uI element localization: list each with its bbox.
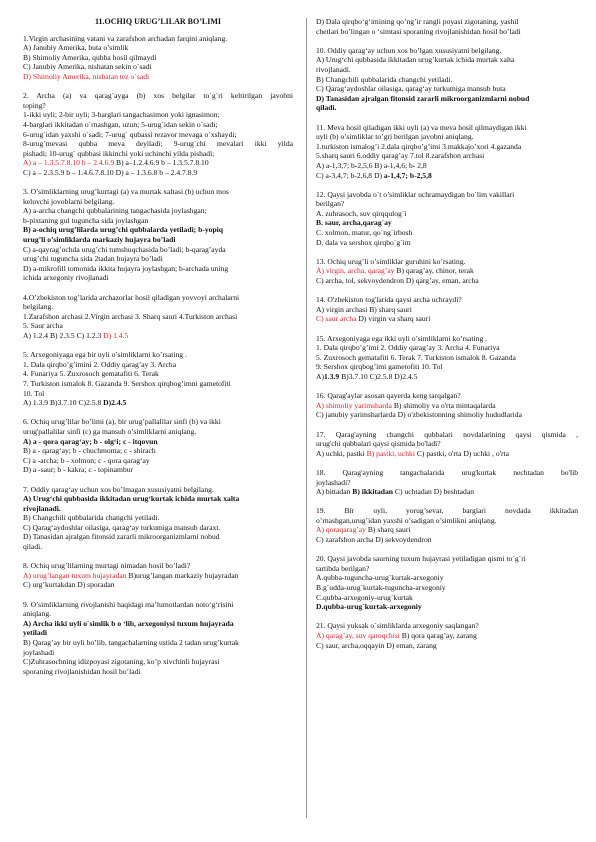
question-line	[316, 593, 578, 603]
question-block	[316, 391, 578, 420]
text-segment: A) Urug‘chi qubbasida ikkitadan urug’kurtak ichida murtak xalta	[316, 55, 515, 65]
question-block	[23, 417, 293, 475]
question-block	[316, 554, 578, 612]
question-line	[316, 142, 578, 152]
text-segment: berilgan?	[316, 199, 345, 209]
question-line	[316, 209, 578, 219]
question-line	[316, 391, 578, 401]
text-segment: C) archa, tol, sekvoydendron D) qarg’ay, eman, archa	[316, 276, 479, 286]
text-segment: 19. Bir uyli, yorug’sevar, barglari novdada ikkitadan	[316, 506, 578, 516]
question-line	[23, 571, 293, 581]
text-segment: chetlari bo’lingan o ‘simtasi sporaning rivojlanishidan hosil bo’ladi	[316, 26, 521, 36]
text-segment: D) Dala qirqbo‘g‘imining qo’ng’ir rangli poyasi zigotaning, yashil	[316, 17, 519, 26]
text-segment: sporaning rivojlanishidan hosil bo’ladi	[23, 666, 141, 676]
question-block	[316, 295, 578, 324]
highlighted-answer: D) Shimoliy Amerika, nisbatan tez o`sadi	[23, 71, 150, 81]
text-segment: A) bittadan	[316, 487, 353, 497]
question-line	[316, 27, 578, 37]
text-segment: B.g`udda-urug`kurtak-tuguncha-arxegoniy	[316, 583, 446, 593]
text-segment: 9. Sershox qirqbog’imi gametofiti 10. Tol	[316, 362, 443, 372]
text-segment: B)3.7.10 C)2.5.8 D)2.4.5	[339, 371, 418, 381]
bold-answer: a-1,4,7; b-2,5,8	[383, 170, 432, 180]
highlighted-answer: D) 1.4.5	[103, 331, 129, 340]
question-line	[316, 103, 578, 113]
text-segment: tartibda berilgan?	[316, 563, 370, 573]
bold-answer: A) Urug‘chi qubbasida ikkitadan urug‘kurtak ichida murtak xalta	[23, 494, 240, 504]
question-line	[23, 657, 293, 667]
text-segment: C. xolmon, matur, qo`ng`irbosh	[316, 228, 413, 238]
text-segment: ichida arxegoniy rivojlanadi	[23, 273, 109, 283]
question-line	[316, 84, 578, 94]
document-title: 11.OCHIQ URUG’LILAR BO’LIMI	[94, 17, 221, 26]
question-line	[23, 197, 293, 207]
text-segment: 5.sharq sauri 6.oddiy qarag’ay 7.tol 8.zarafshon archasi	[316, 151, 485, 161]
text-segment: A) 1.3.9 B)3.7.10 C)2.5.8	[23, 398, 104, 408]
question-line	[316, 305, 578, 315]
question-block	[23, 293, 293, 341]
question-block	[316, 468, 578, 497]
question-line	[316, 468, 578, 478]
text-segment: 13. Ochiq urug’li o’simliklar guruhini ko’rsating.	[316, 256, 466, 266]
text-segment: A) virgin archasi B) sharq sauri	[316, 304, 412, 314]
text-segment: B) Shimoliy Amerika, qubba hosil qilmaydi	[23, 52, 157, 62]
question-line	[316, 410, 578, 420]
text-segment: urug'pallalilar sinfi (c) ga mansub o’simliklarni aniqlang.	[23, 426, 197, 436]
text-segment: 1. Dala qirqbo’g’imi 2. Oddiy qarag’ay 3. Archa 4. Funariya	[316, 343, 500, 353]
bold-answer: B) a-ochiq urug’lilarda urug’chi qubbalarda yetiladi; b-yopiq	[23, 225, 224, 235]
question-line	[316, 218, 578, 228]
column-divider	[306, 18, 307, 818]
bold-answer: 1.3.9	[324, 371, 340, 381]
text-segment: 1.Zarafshon archasi 2.Virgin archasi 3. Sharq sauri 4.Turkiston archasi	[23, 311, 238, 321]
question-line	[23, 379, 293, 389]
question-line	[23, 619, 293, 629]
question-line	[23, 437, 293, 447]
question-block	[316, 123, 578, 181]
question-line	[316, 46, 578, 56]
question-line	[23, 532, 293, 542]
question-line	[23, 523, 293, 533]
text-segment: 1.turkiston ismalog’i 2.dala qirqbo’g’imi 3.makkajo’xori 4.gazanda	[316, 141, 522, 151]
question-line	[316, 602, 578, 612]
text-segment: D) Tanasidan ajralgan fitonsid zararli mikroorganizmlarni nobud	[23, 532, 220, 542]
text-segment: B) Changchili qubbalarida changchi yetiladi.	[316, 74, 453, 84]
text-segment: 1. Dala qirqbo’g’imini 2. Oddiy qarag’ay 3. Archa	[23, 359, 177, 369]
question-block	[316, 430, 578, 459]
text-segment: 6. Ochiq urug’lilar bo’limi (a), bir urug’pallalilar sinfi (b) va ikki	[23, 417, 221, 427]
question-line	[316, 564, 578, 574]
question-line	[23, 648, 293, 658]
question-block	[316, 257, 578, 286]
question-line	[23, 561, 293, 571]
question-line	[23, 120, 293, 130]
question-line	[23, 350, 293, 360]
question-line	[23, 542, 293, 552]
question-line	[23, 101, 293, 111]
bold-answer: B. saur, archa,qarag`ay	[316, 218, 392, 228]
question-line	[23, 254, 293, 264]
text-segment: A)	[316, 371, 325, 381]
question-line	[316, 487, 578, 497]
question-line	[316, 430, 578, 440]
question-block	[316, 621, 578, 650]
question-line	[316, 353, 578, 363]
text-segment: A) a-archa changchi qubbalarining tangachasida joylashgan;	[23, 206, 207, 216]
question-block	[23, 91, 293, 177]
bold-answer: yetiladi	[23, 628, 48, 638]
question-line	[316, 535, 578, 545]
text-segment: belgilang.	[23, 302, 54, 312]
right-question-list	[316, 17, 578, 650]
question-line	[316, 372, 578, 382]
question-line	[23, 139, 293, 149]
question-line	[23, 293, 293, 303]
text-segment: 10. Oddiy qarag‘ay uchun xos bo’lgan xususiyatni belgilang.	[316, 45, 502, 55]
question-line	[23, 360, 293, 370]
question-line	[23, 389, 293, 399]
text-segment: 14. O'zbekiston tog'larida qaysi archa uchraydi?	[316, 295, 462, 305]
question-line	[316, 257, 578, 267]
left-question-list	[23, 34, 293, 677]
question-line	[316, 65, 578, 75]
question-block	[23, 485, 293, 552]
question-line	[23, 456, 293, 466]
text-segment: B) sharq sauri	[365, 525, 411, 535]
text-segment: C) pastki, o'rta D) uchki , o'rta	[414, 448, 509, 458]
question-line	[316, 190, 578, 200]
question-block	[316, 334, 578, 382]
question-line	[23, 494, 293, 504]
question-line	[316, 55, 578, 65]
text-segment: B) qarag’ay, chinor, terak	[394, 266, 474, 276]
text-segment: D) a -saur; b - kakra; c - topinambur	[23, 465, 134, 475]
question-line	[316, 621, 578, 631]
highlighted-answer: A) qoraqarag’ay	[316, 525, 366, 535]
text-segment: 5. Saur archa	[23, 321, 63, 331]
question-line	[23, 369, 293, 379]
text-segment: B) a–1.2.4.6.9 b – 1.3.5.7.8.10	[114, 158, 209, 168]
question-block	[23, 350, 293, 408]
text-segment: C) urg’kurtakdan D) sporadan	[23, 580, 115, 590]
question-line	[316, 132, 578, 142]
question-line	[316, 238, 578, 248]
text-segment: 11. Meva hosil qiladigan ikki uyli (a) va meva hosil qilmaydigan ikki	[316, 122, 527, 132]
text-segment: 1-ikki uyli; 2-bir uyli; 3-barglari tangachasimon yoki ignasimon;	[23, 110, 220, 120]
text-segment: 9. O’simliklarning rivojlanishi haqidagi ma’lumotlardan noto‘g‘risini	[23, 599, 234, 609]
bold-answer: B) ikkitadan	[352, 487, 394, 497]
highlighted-answer: A) virgin, archa, qarag’ay	[316, 266, 395, 276]
bold-answer: D) Tanasidan ajralgan fitonsid zararli mikroorganizmlarni nobud	[316, 93, 530, 103]
text-segment: C) a-3,4,7; b-2,6,8 D)	[316, 170, 384, 180]
question-line	[23, 206, 293, 216]
question-line	[23, 53, 293, 63]
question-block	[316, 46, 578, 113]
question-line	[23, 609, 293, 619]
bold-answer: rivojlanadi.	[23, 503, 61, 513]
text-segment: C)Zuhrasochning idizpoyasi zigotaning, ko’p xivchinli hujayrasi	[23, 657, 220, 667]
question-line	[23, 72, 293, 82]
question-line	[23, 34, 293, 44]
question-line	[316, 583, 578, 593]
question-line	[316, 554, 578, 564]
question-line	[23, 485, 293, 495]
highlighted-answer: B) pastki, uchki	[366, 448, 415, 458]
text-segment: B) qora qarag’ay, zarang	[399, 631, 477, 640]
question-line	[316, 228, 578, 238]
bold-answer: A) a - qora qarag‘ay; b - olg‘i; c - itqovun	[23, 436, 158, 446]
text-segment: 2. Archa (a) va qarag`ayga (b) xos belgilar to`g`ri keltirilgan javobni	[23, 91, 293, 101]
question-line	[23, 216, 293, 226]
text-segment: 4.O’zbekiston tog’larida archazorlar hosil qiladigan yovvoyi archalarni	[23, 292, 240, 302]
question-line	[316, 151, 578, 161]
question-line	[23, 110, 293, 120]
text-segment: 21. Qaysi yuksak o`simliklarda arxegoniy saqlangan?	[316, 621, 479, 631]
text-segment: C) uchtadan D) beshtadan	[393, 487, 474, 497]
text-segment: A) 1.2.4 B) 2.3.5 C) 1.2.3	[23, 331, 104, 340]
text-segment: C) a – 2.3.5.9 b – 1.4.6.7.8.10 D) a – 1.3.6.8 b – 2.4.7.8.9	[23, 167, 198, 177]
text-segment: 5. Arxegoniyaga ega bir uyli o’simliklarni ko’rsating .	[23, 350, 187, 360]
text-segment: A) uchki, pastki	[316, 448, 367, 458]
text-segment: C) Qarag‘aydoshlar oilasiga, qarag‘ay turkumiga mansub daraxt.	[23, 522, 221, 532]
question-line	[316, 295, 578, 305]
question-line	[316, 199, 578, 209]
question-line	[23, 187, 293, 197]
text-segment: 4-barglari ikkitadan o`rnashgan, uzun; 5-urug`idan sekin o`sadi;	[23, 119, 218, 129]
bold-answer: A) Archa ikki uyli o`simlik b o ‘lib, arxegoniysi tuxum hujayrada	[23, 618, 234, 628]
text-segment: joylashadi	[23, 647, 55, 657]
text-segment: 4. Funariya 5. Zuxrosoch gematafiti 6. Terak	[23, 369, 159, 379]
question-line	[316, 343, 578, 353]
text-segment: C) a -archa; b - xolmon; c - qora qarag‘ay	[23, 455, 150, 465]
question-line	[316, 276, 578, 286]
question-line	[23, 312, 293, 322]
question-line	[316, 94, 578, 104]
bold-answer: qiladi.	[316, 103, 337, 113]
text-segment: 8-urug`mevasi qubba meva deyiladi; 9-urug`chi mevalari ikki yilda	[23, 139, 293, 149]
question-block	[23, 34, 293, 82]
question-line	[316, 161, 578, 171]
question-line	[316, 362, 578, 372]
text-segment: A) Janubiy Amerika, buta o’simlik	[23, 43, 129, 53]
text-segment: toping?	[23, 100, 46, 110]
text-segment: A) a-1,3,7; b-2,5,6 B) a-1,4,6; b- 2,8	[316, 160, 427, 170]
highlighted-answer: A) a – 1.3.5.7.8.10 b – 2.4.6.9	[23, 158, 115, 168]
question-line	[23, 43, 293, 53]
question-block	[23, 561, 293, 590]
question-line	[23, 235, 293, 245]
text-segment: 7. Oddiy qarag‘ay uchun xos bo’lmagan xususiyatni belgilang.	[23, 484, 214, 494]
text-segment: 16. Qarag'aylar asosan qayerda keng tarqalgan?	[316, 391, 461, 401]
left-column	[23, 17, 293, 686]
question-line	[23, 302, 293, 312]
text-segment: urug'chi qubbalari qaysi qismida bo'ladi?	[316, 439, 441, 449]
question-line	[316, 478, 578, 488]
question-block	[316, 506, 578, 544]
highlighted-answer: A) qarag’ay, suv qaroqchisi	[316, 631, 400, 640]
question-line	[23, 91, 293, 101]
text-segment: C) janubiy yarimsharlarda D) o'zbekistonning shimoliy hududlarida	[316, 410, 522, 420]
question-line	[23, 446, 293, 456]
question-line	[23, 62, 293, 72]
question-line	[23, 158, 293, 168]
text-segment: B)urug’langan markaziy hujayradan	[126, 570, 239, 580]
text-segment: A. zuhrasoch, suv qirqqulog`i	[316, 208, 407, 218]
text-segment: D. dala va sershox qirqbo`g`im	[316, 237, 411, 247]
question-line	[316, 525, 578, 535]
question-block	[23, 600, 293, 677]
text-segment: B) a - qarag‘ay; b - chuchmoma; c - shirach	[23, 446, 156, 456]
text-segment: aniqlang.	[23, 609, 52, 619]
question-line	[316, 75, 578, 85]
text-segment: C) a-qayrag’ochda urug’chi tumshuqchasida bo’ladi; b-qarag’ayda	[23, 244, 226, 254]
question-line	[23, 628, 293, 638]
question-line	[23, 513, 293, 523]
text-segment: 18. Qarag'ayning tangachalarida urug'kurtak nechtadan bo'lib	[316, 467, 578, 477]
text-segment: 3. O’simliklarning urug’kurtagi (a) va murtak xaltasi (b) uchun mos	[23, 187, 229, 197]
question-line	[23, 504, 293, 514]
question-line	[316, 516, 578, 526]
question-line	[23, 225, 293, 235]
question-line	[23, 638, 293, 648]
question-line	[316, 641, 578, 651]
text-segment: o’rnashgan,urug’idan yaxshi o’sadigan o’simlikni aniqlang.	[316, 515, 497, 525]
question-line	[23, 417, 293, 427]
question-line	[23, 398, 293, 408]
question-block	[316, 190, 578, 248]
text-segment: C.qubba-arxegoniy-urug`kurtak	[316, 592, 413, 602]
text-segment: A.qubba-tuguncha-urug`kurtak-arxegoniy	[316, 573, 444, 583]
text-segment: uyli (b) o’simliklar to’gri berilgan javobni aniqlang.	[316, 132, 474, 142]
question-line	[316, 401, 578, 411]
question-line	[23, 168, 293, 178]
text-segment: D) virgin va sharq sauri	[356, 314, 431, 324]
question-line	[23, 667, 293, 677]
text-segment: 12. Qaysi javobda o`t o’simliklar uchramaydigan bo`lim vakillari	[316, 189, 515, 199]
bold-answer: D.qubba-urug`kurtak-arxegoniy	[316, 602, 422, 612]
text-segment: rivojlanadi.	[316, 64, 351, 74]
question-line	[23, 130, 293, 140]
question-line	[23, 245, 293, 255]
text-segment: keluvchi jovoblarni belgilang.	[23, 196, 115, 206]
question-line	[23, 273, 293, 283]
question-line	[23, 264, 293, 274]
question-line	[316, 17, 578, 27]
text-segment: urug’chi tuguncha sida 2tadan hujayra bo’ladi	[23, 254, 163, 264]
text-segment: joylashadi?	[316, 477, 351, 487]
text-segment: b-pixtaning gul tuguncha sida joylashgan	[23, 215, 149, 225]
bold-answer: D)2.4.5	[103, 398, 127, 408]
text-segment: pishadi; 10-urug` qubbasi ikkinchi yoki uchinchi yilda pishadi;	[23, 148, 215, 158]
question-line	[23, 580, 293, 590]
text-segment: 5. Zuxrosoch gematafiti 6. Terak 7. Turkiston ismalok 8. Gazanda	[316, 352, 516, 362]
text-segment: 1.Virgin archasining vatani va zarafshon archadan farqini aniqlang.	[23, 33, 228, 43]
question-line	[316, 573, 578, 583]
text-segment: 10. Tol	[23, 388, 45, 398]
text-segment: qiladi.	[23, 542, 43, 552]
question-line	[23, 465, 293, 475]
question-line	[316, 314, 578, 324]
question-line	[316, 266, 578, 276]
bold-answer: urug’li o’simliklarda markaziy hujayra bo’ladi	[23, 235, 176, 245]
question-line	[316, 439, 578, 449]
text-segment: C) Qarag‘aydoshlar oilasiga, qarag‘ay turkumiga mansub buta	[316, 84, 506, 94]
question-block	[23, 187, 293, 283]
question-line	[316, 506, 578, 516]
text-segment: 17. Qarag'ayning changchi qubbalari novdalarining qaysi qismida ,	[316, 429, 578, 439]
question-line	[316, 449, 578, 459]
text-segment: 8. Ochiq urug’lilarning murtagi nimadan hosil bo’ladi?	[23, 561, 191, 571]
question-line	[23, 321, 293, 331]
text-segment: B) shimoliy va o'rta mintaqalarda	[391, 400, 496, 410]
text-segment: 15. Arxegoniyaga ega ikki uyli o’simliklarni ko’rsating .	[316, 333, 488, 343]
text-segment: B) Qarag’ay bir uyli bo’lib, tangachalarning ustida 2 tadan urug’kurtak	[23, 638, 239, 647]
text-segment: D) a-mikrofill tomonida ikkita hujayra joylashgan; b-archada uning	[23, 263, 229, 273]
question-line	[23, 149, 293, 159]
text-segment: C) Janubiy Amerika, nishatan sekin o`sadi	[23, 62, 152, 72]
question-line	[23, 427, 293, 437]
text-segment: C) saur, archa,oqqayin D) eman, zarang	[316, 640, 437, 650]
text-segment: 20. Qaysi javobda saurning tuxum hujayrasi yetiladigan qismi to`g`ri	[316, 554, 526, 564]
text-segment: C) zarafshon archa D) sekvoydendron	[316, 535, 432, 545]
question-line	[23, 600, 293, 610]
question-line	[23, 331, 293, 341]
question-block	[316, 17, 578, 36]
question-line	[316, 334, 578, 344]
text-segment: B) Changchili qubbalarida changchi yetiladi.	[23, 513, 160, 523]
question-line	[316, 171, 578, 181]
highlighted-answer: A) urug’langan tuxum hujayradan	[23, 570, 127, 580]
text-segment: 7. Turkiston ismalok 8. Gazanda 9. Sershox qirqbog’imni gametofiti	[23, 378, 231, 388]
highlighted-answer: A) shimoliy yarimsharda	[316, 400, 392, 410]
right-column	[316, 17, 578, 660]
question-line	[316, 631, 578, 641]
question-line	[316, 123, 578, 133]
highlighted-answer: C) saur archa	[316, 314, 357, 324]
text-segment: 6-urug`idan yaxshi o`sadi; 7-urug` qubassi rezavor mevaga o`xshaydi;	[23, 129, 237, 139]
